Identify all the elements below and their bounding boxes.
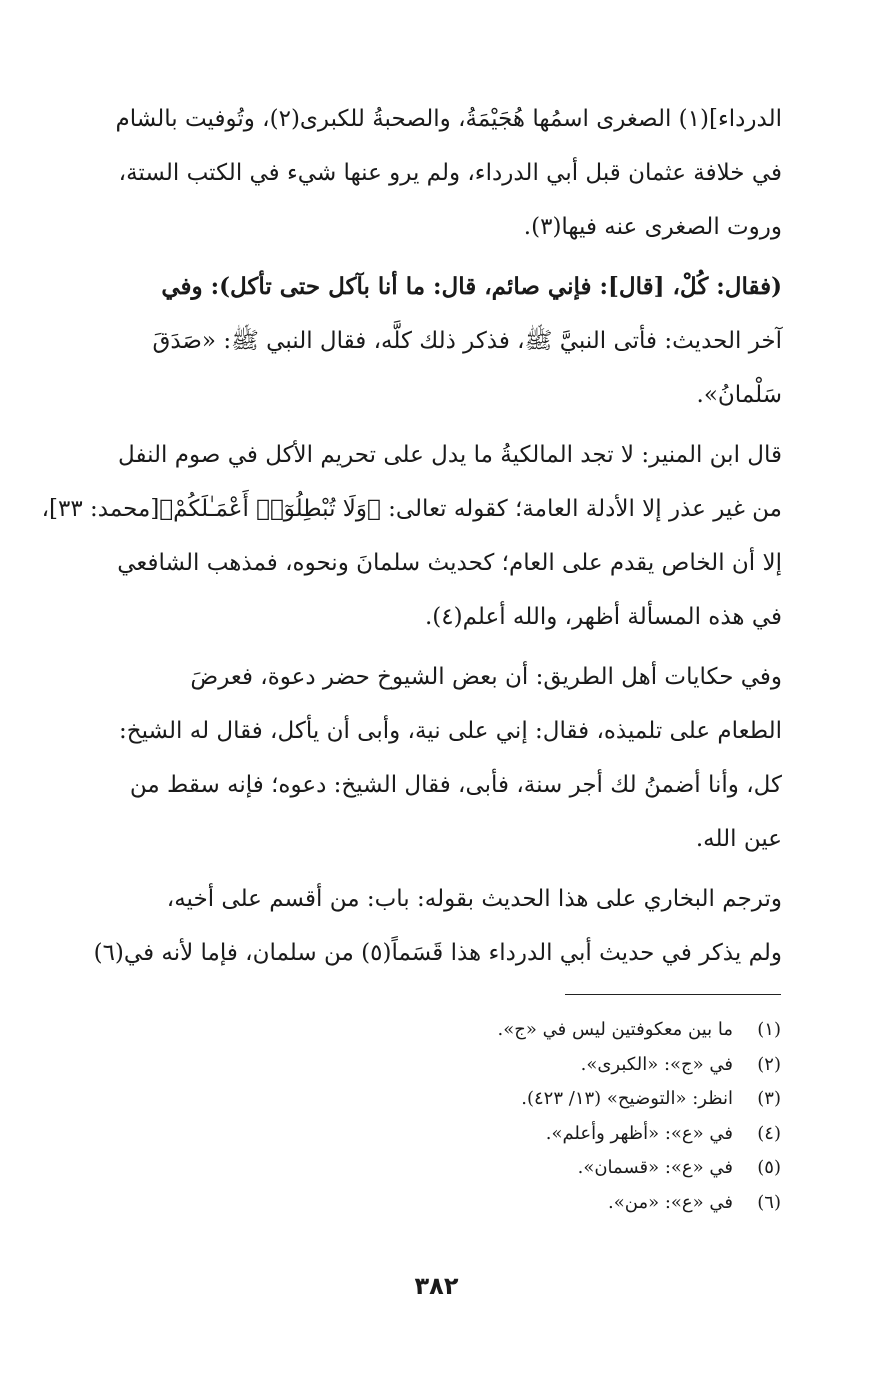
text-line: الدرداء](١) الصغرى اسمُها هُجَيْمَةُ، والصحبةُ للكبرى(٢)، وتُوفيت بالشام xyxy=(115,106,782,132)
footnote-number: (٢) xyxy=(757,1053,781,1075)
text-line: كل، وأنا أضمنُ لك أجر سنة، فأبى، فقال الشيخ: دعوه؛ فإنه سقط من xyxy=(129,772,782,798)
text-line: في خلافة عثمان قبل أبي الدرداء، ولم يرو عنها شيء في الكتب الستة، xyxy=(118,160,782,186)
footnote-text: في «ع»: «من». xyxy=(608,1191,733,1213)
main-text xyxy=(41,92,782,980)
footnote xyxy=(161,1117,781,1152)
text-line: وفي حكايات أهل الطريق: أن بعض الشيوخ حضر دعوة، فعرضَ xyxy=(190,664,782,690)
paragraph xyxy=(70,260,782,422)
footnote xyxy=(161,1048,781,1083)
footnote xyxy=(161,1151,781,1186)
text-line: الطعام على تلميذه، فقال: إني على نية، وأبى أن يأكل، فقال له الشيخ: xyxy=(118,718,782,744)
paragraph xyxy=(70,92,782,254)
page-number: ٣٨٢ xyxy=(414,1272,459,1300)
text-line: سَلْمانُ». xyxy=(696,382,782,408)
text-line: وروت الصغرى عنه فيها(٣). xyxy=(523,214,782,240)
paragraph xyxy=(70,872,782,980)
footnote-number: (٦) xyxy=(757,1191,781,1213)
footnote xyxy=(161,1186,781,1221)
text-line: في هذه المسألة أظهر، والله أعلم(٤). xyxy=(424,604,782,630)
paragraph xyxy=(41,428,782,644)
text-line: عين الله. xyxy=(695,826,782,852)
footnote-text: في «ج»: «الكبرى». xyxy=(580,1053,733,1075)
footnote-number: (٤) xyxy=(757,1122,781,1144)
paragraph xyxy=(70,650,782,866)
footnote-number: (١) xyxy=(757,1019,781,1040)
text-line: ولم يذكر في حديث أبي الدرداء هذا قَسَماً(٥) من سلمان، فإما لأنه في(٦) xyxy=(93,940,782,966)
footnotes xyxy=(161,1013,781,1220)
footnote xyxy=(161,1082,781,1117)
footnote-separator xyxy=(565,994,781,995)
text-line: من غير عذر إلا الأدلة العامة؛ كقوله تعالى: ﴿وَلَا تُبْطِلُوٓا۟ أَعْمَـٰلَكُمْ﴾[محمد: ٣٣]، xyxy=(41,496,782,522)
text-line: إلا أن الخاص يقدم على العام؛ كحديث سلمانَ ونحوه، فمذهب الشافعي xyxy=(117,550,782,576)
footnote-number: (٣) xyxy=(757,1088,781,1109)
footnote-text: في «ع»: «قسمان». xyxy=(577,1157,733,1178)
footnote-text: ما بين معكوفتين ليس في «ج». xyxy=(497,1019,733,1040)
text-line: وترجم البخاري على هذا الحديث بقوله: باب: من أقسم على أخيه، xyxy=(166,886,782,912)
footnote xyxy=(161,1013,781,1048)
text-line: آخر الحديث: فأتى النبيَّ ﷺ، فذكر ذلك كلَّه، فقال النبي ﷺ: «صَدَقَ xyxy=(152,328,782,354)
footnote-text: في «ع»: «أظهر وأعلم». xyxy=(545,1122,733,1144)
footnote-number: (٥) xyxy=(757,1157,781,1178)
text-line: (فقال: كُلْ، [قال]: فإني صائم، قال: ما أنا بآكل حتى تأكل): وفي xyxy=(161,273,782,300)
footnote-text: انظر: «التوضيح» (١٣/ ٤٢٣). xyxy=(521,1088,733,1109)
text-line: قال ابن المنير: لا تجد المالكيةُ ما يدل على تحريم الأكل في صوم النفل xyxy=(118,442,782,468)
